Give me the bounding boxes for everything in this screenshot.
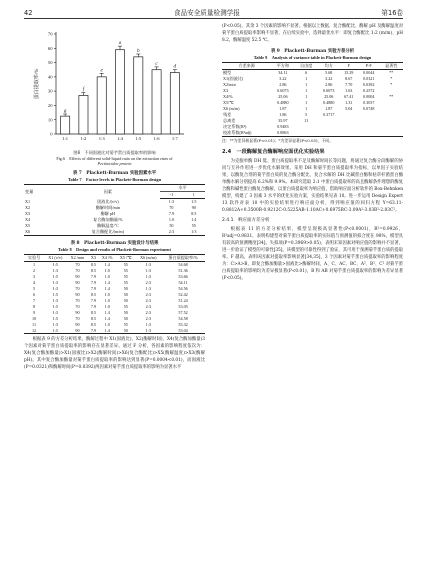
table9-cell: 1 — [305, 94, 308, 100]
table8-cell: 54.58 — [178, 315, 188, 321]
table8-cell: 8.5 — [90, 292, 97, 298]
table9-cell: X6 (m/m) — [223, 106, 240, 112]
table9-cell: X2/min — [223, 82, 236, 88]
y-tick-label: 50 — [47, 60, 53, 66]
table7-cell: 55 — [191, 223, 196, 229]
table7-row — [24, 229, 205, 235]
table8-cell: 1.4 — [104, 286, 110, 292]
table9-cell: 0.6073 — [277, 88, 289, 94]
table9-cell — [358, 130, 380, 136]
table8-body — [24, 261, 205, 334]
table9-cell: 0.3717 — [323, 112, 335, 118]
table9-cell: 0.0044 — [363, 70, 375, 76]
table8-header: X4 /% — [98, 254, 116, 261]
table9-cell: 2.86 — [279, 82, 287, 88]
table8-cell: 90 — [75, 321, 80, 327]
table8-cell: 70 — [75, 262, 80, 268]
table9-cell: 0.0004 — [363, 94, 375, 100]
table8-cell: 55 — [123, 268, 128, 274]
table8-cell: 50 — [123, 292, 128, 298]
significance-label: g — [63, 108, 67, 114]
table8-cell: 50 — [123, 310, 128, 315]
table7-cell: 1:3 — [168, 199, 175, 205]
table7-cell: 90 — [191, 205, 196, 211]
x-tick-label: 1:1 — [62, 136, 69, 141]
table9-cell: 67.41 — [344, 94, 354, 100]
x-tick-label: 1:4 — [117, 136, 123, 141]
table8-cell: 7 — [33, 298, 36, 304]
table8-cell: 90 — [75, 310, 80, 315]
table8-cell: 7.9 — [90, 286, 97, 292]
table8-cell: 3 — [33, 274, 36, 280]
x-tick-label: 1:3 — [98, 136, 105, 141]
table9-header: 均方 — [318, 62, 340, 69]
table8-cell: 1:3 — [52, 321, 58, 327]
table7 — [24, 184, 205, 236]
table8-cell: 54.56 — [178, 286, 188, 292]
table9-cell — [380, 130, 403, 136]
table8-cell: 53.05 — [178, 304, 188, 310]
table8-cell: 8.5 — [90, 321, 97, 327]
table8-cell: 1.4 — [104, 310, 110, 315]
significance-label: d — [173, 63, 177, 70]
table7-cell: 70 — [169, 205, 174, 211]
table7-cell: 8.5 — [191, 211, 197, 217]
bar — [97, 77, 106, 134]
table8-cell: 1:3 — [145, 262, 151, 268]
y-tick-label: 60 — [47, 45, 53, 51]
table9-cell: 1 — [305, 100, 308, 106]
table7-cell: 7.9 — [168, 211, 175, 217]
table7-title-cn: 表 7 Plackett-Burman 实验因素水平 — [72, 171, 157, 177]
table9-cell: 0.8863 — [277, 130, 289, 136]
significance-label: c — [155, 60, 158, 67]
bar — [170, 73, 179, 134]
table8-cell: 2:3 — [145, 292, 151, 298]
table8-cell: 2:3 — [145, 298, 151, 304]
table8-cell: 2:3 — [145, 310, 151, 315]
table8-cell: 1.0 — [104, 292, 110, 298]
table8-header: X2 /min — [67, 254, 89, 261]
table8-cell: 2:3 — [145, 280, 151, 286]
right-top-paragraph: (P<0.05)，其余 3 个因素的影响不显著。根据以上数据，复合酶配比、酶解 pH 及酶解温度对菊芋蛋白质提取率影响不显著，在后续实验中，选择最优水平：即复合酶配比 1:2 (m/m)、pH 8.2，酶解温度 52.5 ℃。 — [222, 24, 403, 43]
table9-cell: 3.22 — [325, 76, 333, 82]
y-tick-label: 30 — [47, 88, 53, 94]
table9-cell: 0.0392 — [363, 82, 375, 88]
table9-cell: 0.2572 — [363, 88, 375, 94]
table8-cell: 53.04 — [178, 327, 188, 333]
table7-header: 1 — [183, 191, 205, 198]
table8-cell: 7.9 — [90, 304, 97, 310]
table9-cell — [340, 130, 358, 136]
table8-cell: 6 — [33, 292, 36, 298]
table9-cell: 25.06 — [278, 94, 288, 100]
table8-cell: 1.0 — [104, 274, 110, 280]
table9-header: P-F — [358, 62, 380, 69]
table8-cell: 54.11 — [178, 280, 188, 286]
table8-cell: 50 — [123, 315, 128, 321]
table8-cell: 7.9 — [90, 274, 97, 280]
table8-cell: 51.36 — [178, 268, 188, 274]
table7-header: 水平 — [178, 185, 187, 191]
table8-cell: 1:3 — [145, 321, 151, 327]
table8-cell: 55 — [123, 280, 128, 286]
table8-cell: 50 — [123, 286, 128, 292]
left-bottom-paragraph: 根据表 9 的方差分析结果，酶解过程中 X1(固液比)、X2(酶解时间)、X4(复合酶加酶量)3个因素对菊芋蛋白质提取率的影响存在显著差异。通过 F 分析，各因素的影响程度依次为：X4(复合酶加酶量)>X1(固液比)>X2(酶解时间)>X6(复合酶配比)>X5(酶解温度)>X3(酶解 pH)。其中复合酶加酶量对菊芋蛋白质提取率的影响达到显著(P=0.0004<0.01)，而固液比(P=0.0321)和酶解时间(P=0.0392)两因素对菊芋蛋白质提取率的影响为显著水平 — [24, 337, 205, 371]
table9-cell — [295, 130, 318, 136]
bar — [115, 50, 124, 134]
table9-cell: 2.86 — [325, 82, 333, 88]
right-column — [222, 24, 403, 283]
table8-title-en: Table 8 Design and results of Plackett-Burman experiment — [58, 246, 171, 252]
table7-cell: 复合酶加酶量/% — [93, 217, 123, 223]
table9-cell: 25.06 — [324, 94, 334, 100]
table8-cell: 70 — [75, 315, 80, 321]
table9-cell: 总离差 — [223, 118, 236, 124]
table9-row — [222, 130, 403, 136]
table7-header: 变量 — [25, 189, 34, 195]
table8-cell: 55 — [123, 304, 128, 310]
table8-cell: 55 — [123, 262, 128, 268]
table9 — [222, 62, 403, 137]
table9-cell: 5 — [305, 112, 308, 118]
table8-cell: 1:3 — [145, 327, 151, 333]
table9-cell: 5.68 — [325, 70, 333, 76]
table9-cell: 1 — [305, 88, 308, 94]
table9-header: F — [340, 62, 358, 69]
table8-header: 实验号 — [24, 254, 44, 261]
table8-header: X3 — [88, 254, 98, 261]
table7-cell: 2:3 — [168, 229, 175, 235]
table8-header: 蛋白质提取率/% — [161, 254, 205, 261]
table8-cell: 1:3 — [52, 280, 58, 286]
table7-cell: 1:5 — [191, 199, 197, 205]
table7-cell: X5 — [25, 223, 31, 229]
table8-cell: 2 — [33, 268, 36, 274]
table9-cell: 0.0748 — [363, 106, 375, 112]
y-tick-label: 40 — [47, 74, 53, 80]
table8-cell: 10 — [31, 315, 37, 321]
table9-cell: 1.86 — [279, 112, 287, 118]
bar — [61, 116, 70, 134]
page-number: 42 — [24, 9, 33, 17]
table9-cell: 1 — [305, 76, 308, 82]
table9-cell: 校准系数(R²adj) — [223, 130, 252, 136]
table9-cell: 1 — [305, 82, 308, 88]
table7-cell: 1.4 — [191, 217, 197, 223]
table8-cell: 8.5 — [90, 268, 97, 274]
journal-name: 食品安全质量检测学报 — [173, 9, 240, 17]
table9-cell: 0.4880 — [277, 100, 289, 106]
table9-cell: 残差 — [223, 112, 232, 118]
table8-cell: 8.5 — [90, 315, 97, 321]
table7-cell: 1:3 — [191, 229, 197, 235]
table8-cell: 11 — [32, 321, 37, 327]
table8-cell: 55.32 — [178, 321, 188, 327]
table9-cell: 3.22 — [279, 76, 287, 82]
y-tick-label: 0 — [50, 131, 53, 137]
subsection-paragraph: 根据表 11 的方差分析结果，模型呈现极高显著性(P<0.0001)，R²=0.9926，R²adj=0.9831，表明构建型对菊芋蛋白质提取率的实际值与预测值的拟合度在 98%，模型具有较高的预测精度[34]。失拟项(P=0.3969>0.05)，表明未知因素对响应值的影响并不显著，进一步验证了模型的可靠性[35]。该模型的可靠性得到了验证，其可用于预测菊芋蛋白质的提取率。F 越高，表明该因素对提取率影响显著[34,35]，3 个因素对菊芋蛋白质提取率的影响程度为：C>A>B，即复合酶加酶量>固液比>酶解时间，A、C、AC、BC、A²、B²、C² 对菊芋蛋白质提取率的影响均为差异极显著(P<0.01)，B 和 AB 对菊芋蛋白质提取率的影响为差异显著(P<0.05)。 — [222, 227, 403, 282]
table7-header: 因素 — [103, 189, 113, 195]
table9-cell: 7.70 — [345, 82, 353, 88]
table8-cell: 8.5 — [90, 310, 97, 315]
table7-cell: 酶解 pH — [100, 211, 116, 217]
table7-title-en: Table 7 Factor levels in Plackett-Burman design — [67, 176, 162, 182]
table8-cell: 52.42 — [178, 292, 188, 298]
table9-cell: 35.97 — [278, 118, 288, 124]
table8-cell: 1:3 — [145, 286, 151, 292]
table8-cell: 9 — [33, 310, 36, 315]
bar — [79, 95, 88, 134]
table8-cell: 90 — [75, 280, 80, 286]
x-tick-label: 1:5 — [135, 136, 142, 141]
bar — [152, 70, 161, 134]
table8-cell: 7.9 — [90, 327, 97, 333]
section-paragraph: 为克服单酶 DH 低、蛋白质提取率不足及酶解时间长等问题，将通过复合酶分段酶解的协同与互补作用进一步优化水解效果。采用 DH 和菊芋蛋白质提取率为指标，以单因子实验结果，以酶复合剂的菊芋蛋白质的复合酶分配比，复合水解的 DH 比碱蛋白酶和枯草杆菌蛋白酶单酶水解分别提高 6.2%和 9.9%。本研究选取 2:1 中蛋白质提取率的高且酶解条件理想的酶复合酶和碱性蛋白酶复合酶解，以蛋白质提取率为响应值，借助响应面分析软件的 Box-Behnken 模型，构建了 3 因素 3 水平的优化实验方案，实验结果见表 10。进一步运用 Design Expert 13 软件对表 10 中的实验结果进行响应面分析，得到响应值的回归方程 Y=63.11-0.8812A+0.3500B-0.9212C-0.5225AB-1.10AC+0.6975BC-3.09A²-3.03B²-2.83C²。 — [222, 159, 403, 214]
table9-cell: 决定系数(R²) — [223, 124, 247, 130]
page-header — [24, 7, 403, 19]
table8-cell: 55 — [123, 274, 128, 280]
table8-cell: 1:3 — [52, 268, 58, 274]
figure-caption-en-2: Pectinicidae protein — [97, 161, 132, 167]
table9-cell: 0.0321 — [363, 76, 375, 82]
figure-caption-cn: 图6 不同固液比对菊芋蛋白质提取率的影响 — [73, 150, 156, 155]
table9-cell: 1 — [305, 106, 308, 112]
table9-cell: 11 — [304, 118, 309, 124]
table9-cell: X3 — [223, 88, 229, 94]
figure-caption — [24, 150, 205, 167]
table8-cell: 7.9 — [90, 280, 97, 286]
table8-cell: 55 — [123, 321, 128, 327]
table9-cell: * — [390, 76, 393, 82]
table7-cell: 酶解温度/℃ — [96, 223, 119, 229]
table9-cell: X5/℃ — [223, 100, 234, 106]
table7-cell: 1.0 — [168, 217, 175, 223]
table7-cell: X1 — [25, 199, 31, 205]
significance-label: e — [100, 67, 103, 74]
significance-label: b — [136, 48, 140, 54]
table8-cell: 1.4 — [104, 327, 110, 333]
table8-cell: 1:5 — [52, 292, 58, 298]
table7-cell: 50 — [169, 223, 174, 229]
table8-cell: 1:3 — [145, 268, 151, 274]
table8-cell: 70 — [75, 298, 80, 304]
table9-header: 显著性 — [380, 62, 403, 69]
left-column — [24, 24, 205, 372]
table9-cell: 1.31 — [345, 100, 353, 106]
table9-cell: 34.11 — [278, 70, 288, 76]
table8-cell: 90 — [75, 292, 80, 298]
y-tick-label: 70 — [47, 31, 53, 37]
table7-cell: X3 — [25, 211, 31, 217]
table8-cell: 5 — [33, 286, 36, 292]
table8-cell: 7.9 — [90, 298, 97, 304]
x-tick-label: 1:2 — [80, 136, 87, 141]
table9-title-cn: 表 9 Plackett-Burman 实验方差分析 — [270, 48, 355, 54]
x-tick-label: 1:6 — [153, 136, 160, 141]
table9-cell: ** — [389, 70, 394, 76]
table8-cell: 57.52 — [178, 310, 188, 315]
table8-cell: 8 — [33, 304, 36, 310]
table8-cell: 90 — [75, 274, 80, 280]
table8-cell: 1.0 — [104, 268, 110, 274]
bar — [134, 57, 143, 134]
table9-cell: 模型 — [223, 70, 232, 76]
table9-body — [222, 69, 403, 136]
table8-cell: 51.24 — [178, 298, 188, 304]
table9-note: 注：**为差异极显著(P<0.01)；*为差异显著(P<0.05)，下同。 — [222, 137, 334, 143]
table8-cell: 70 — [75, 286, 80, 292]
table8-cell: 1.0 — [104, 321, 110, 327]
table9-header: 方差来源 — [222, 62, 271, 69]
subsection-title: 2.4.1 响应面方差分析 — [222, 218, 270, 224]
y-axis-label: 蛋白提取率/% — [35, 68, 40, 100]
y-tick-label: 20 — [47, 103, 53, 109]
table9-cell: 8.67 — [345, 76, 353, 82]
table8-cell: 1.0 — [104, 304, 110, 310]
table7-body — [24, 198, 205, 235]
table8-header: X5 /℃ — [116, 254, 135, 261]
x-tick-label: 1:7 — [171, 136, 178, 141]
table9-header: 自由度 — [295, 62, 318, 69]
table8-cell: 1.4 — [104, 315, 110, 321]
table8-row — [24, 327, 205, 333]
significance-label: a — [118, 40, 122, 47]
table7-cell: 固液比/(v/v) — [97, 199, 119, 205]
table8-cell: 50 — [123, 327, 128, 333]
table8-cell: 50 — [123, 298, 128, 304]
section-title: 2.4 一段酶解复合酶解响应面优化实验结果 — [222, 148, 325, 155]
table7-cell: X6 — [25, 229, 31, 235]
table9-cell: 0.3037 — [363, 100, 375, 106]
table9-cell: ** — [389, 94, 394, 100]
table8-cell: 1:5 — [52, 304, 58, 310]
table9-cell: * — [390, 82, 393, 88]
table8-cell: 70 — [75, 268, 80, 274]
table9-title-en: Table 9 Analysis of variance table in Plackett-Burman design — [253, 54, 372, 60]
table9-cell — [318, 130, 340, 136]
table8-cell: 2:3 — [145, 315, 151, 321]
table7-header: -1 — [160, 191, 182, 198]
table9-header: 平方和 — [271, 62, 294, 69]
table9-cell: 1.63 — [345, 88, 353, 94]
table8-cell: 1:3 — [52, 310, 58, 315]
bar-chart-svg — [24, 24, 205, 149]
table7-cell: X2 — [25, 205, 31, 211]
table7-cell: X4 — [25, 217, 31, 223]
table9-cell: 5.04 — [345, 106, 353, 112]
significance-label: f — [82, 86, 85, 93]
table8-header: X6 (m/m) — [135, 254, 161, 261]
table8-cell: 1.4 — [104, 280, 110, 286]
volume-number: 第16卷 — [381, 9, 403, 17]
y-tick-label: 10 — [47, 117, 53, 123]
table8-cell: 1:5 — [52, 315, 58, 321]
table8-cell: 12 — [31, 327, 37, 333]
table8-cell: 8.5 — [90, 262, 97, 268]
table7-cell: 复合酶配比/(m/m) — [91, 229, 124, 235]
table8-cell: 2:3 — [145, 304, 151, 310]
table8-cell: 1:5 — [52, 262, 58, 268]
table8-cell: 1:5 — [52, 274, 58, 280]
table8-cell: 4 — [33, 280, 36, 286]
table8-cell: 1 — [33, 262, 36, 268]
table9-cell: X1(固液比) — [223, 76, 244, 82]
table8-cell: 1:3 — [52, 298, 58, 304]
table8-cell: 54.68 — [178, 262, 188, 268]
table8-cell: 70 — [75, 304, 80, 310]
table9-cell: 1.87 — [279, 106, 287, 112]
table9-cell: 15.29 — [344, 70, 354, 76]
table8-cell: 53.66 — [178, 274, 188, 280]
figure-caption-en-1: Fig.6 Effects of different solid-liquid ratio on the extraction rates of — [56, 155, 173, 161]
table8-cell: 1:5 — [52, 327, 58, 333]
figure-6-chart — [24, 24, 205, 149]
table8-cell: 1.4 — [104, 262, 110, 268]
table8-cell: 1:3 — [52, 286, 58, 292]
table8 — [24, 254, 205, 335]
table9-cell: 0.4880 — [323, 100, 335, 106]
table9-cell: X4/% — [223, 94, 233, 100]
table9-cell: 1.87 — [325, 106, 333, 112]
table9-cell: 6 — [305, 70, 308, 76]
table8-title-cn: 表 8 Plackett-Burman 实验设计与结果 — [70, 240, 159, 246]
table8-header: X1 (v/v) — [44, 254, 66, 261]
table7-cell: 酶解时间/min — [95, 205, 120, 211]
table9-cell: 0.9483 — [277, 124, 289, 130]
table9-cell: 0.6073 — [323, 88, 335, 94]
table8-cell: 1:3 — [145, 274, 151, 280]
table8-cell: 1.0 — [104, 298, 110, 304]
table8-cell: 90 — [75, 327, 80, 333]
